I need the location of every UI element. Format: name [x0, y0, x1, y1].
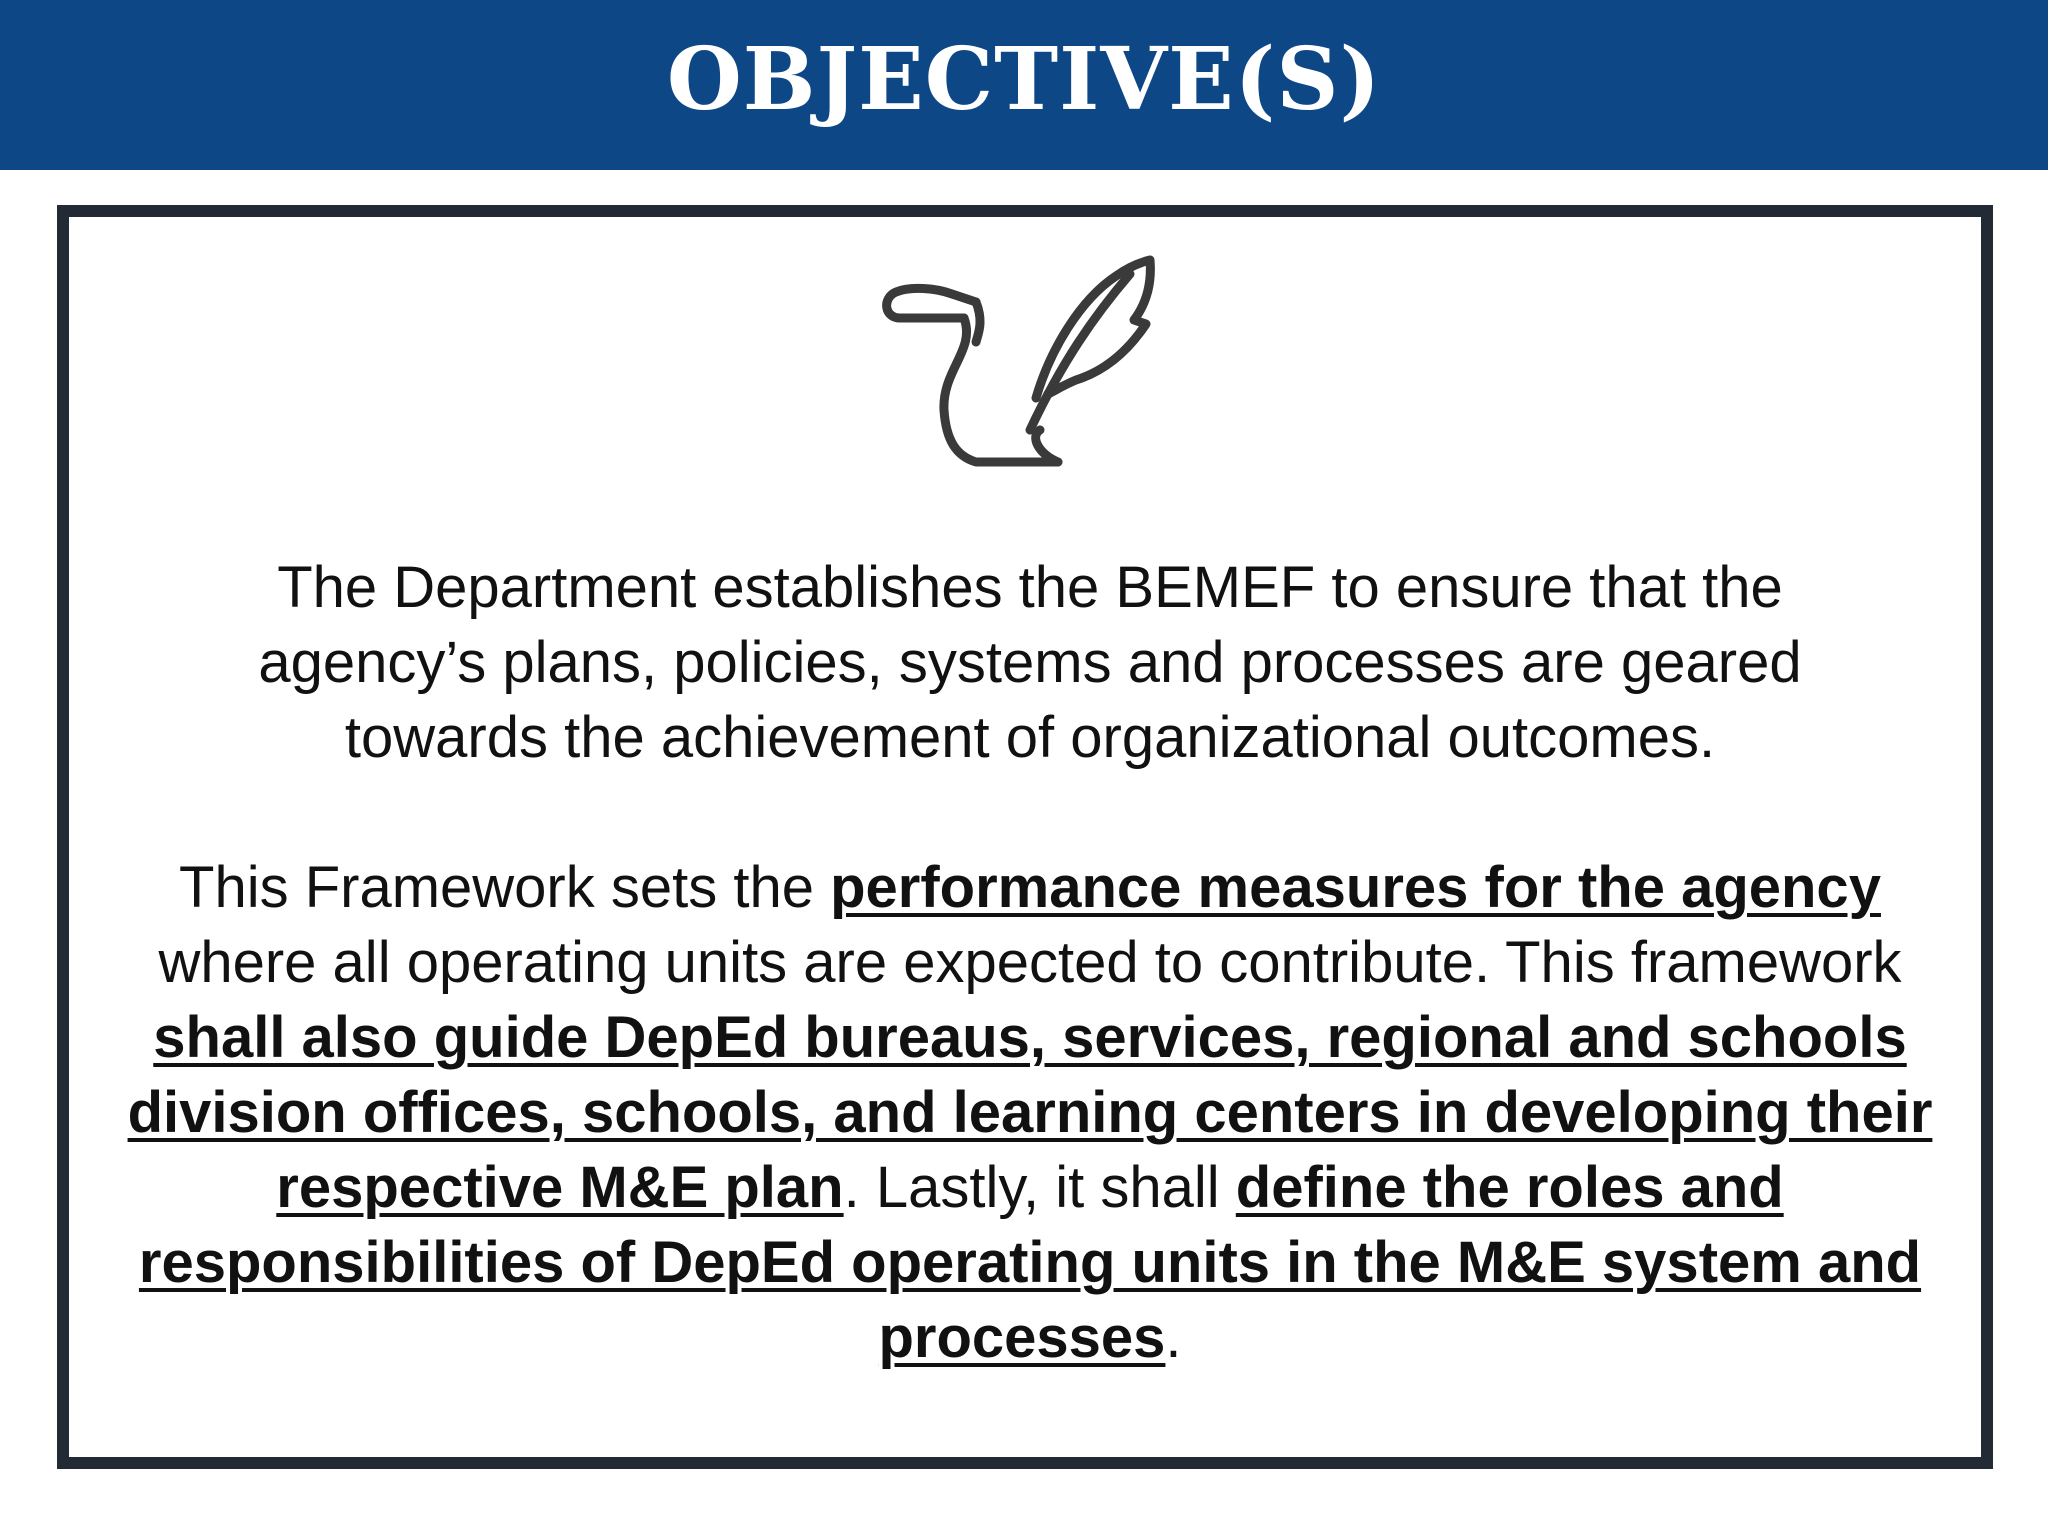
paragraph-2-text-1: This Framework sets the [179, 855, 831, 920]
emphasis-guide-units: shall also guide DepEd bureaus, services, regional and schools division offices, schools, and learning centers in developing their respective M&E plan [127, 1005, 1933, 1220]
objectives-text [110, 550, 1950, 1375]
paragraph-2-text-2: where all operating units are expected to contribute. This framework [158, 930, 1902, 995]
slide-title: OBJECTIVE(S) [666, 29, 1382, 130]
paragraph-2-text-4: . [1165, 1305, 1182, 1370]
scroll-with-quill-icon [880, 230, 1180, 490]
emphasis-roles-responsibilities: define the roles and responsibilities of DepEd operating units in the M&E system and processes [138, 1155, 1922, 1370]
objective-paragraph-1: The Department establishes the BEMEF to ensure that the agency’s plans, policies, systems and processes are geared towards the achievement of organizational outcomes. [258, 555, 1802, 770]
paragraph-2-text-3: . Lastly, it shall [843, 1155, 1236, 1220]
objective-paragraph-2 [110, 850, 1950, 1375]
emphasis-performance-measures: performance measures for the agency [830, 855, 1881, 920]
